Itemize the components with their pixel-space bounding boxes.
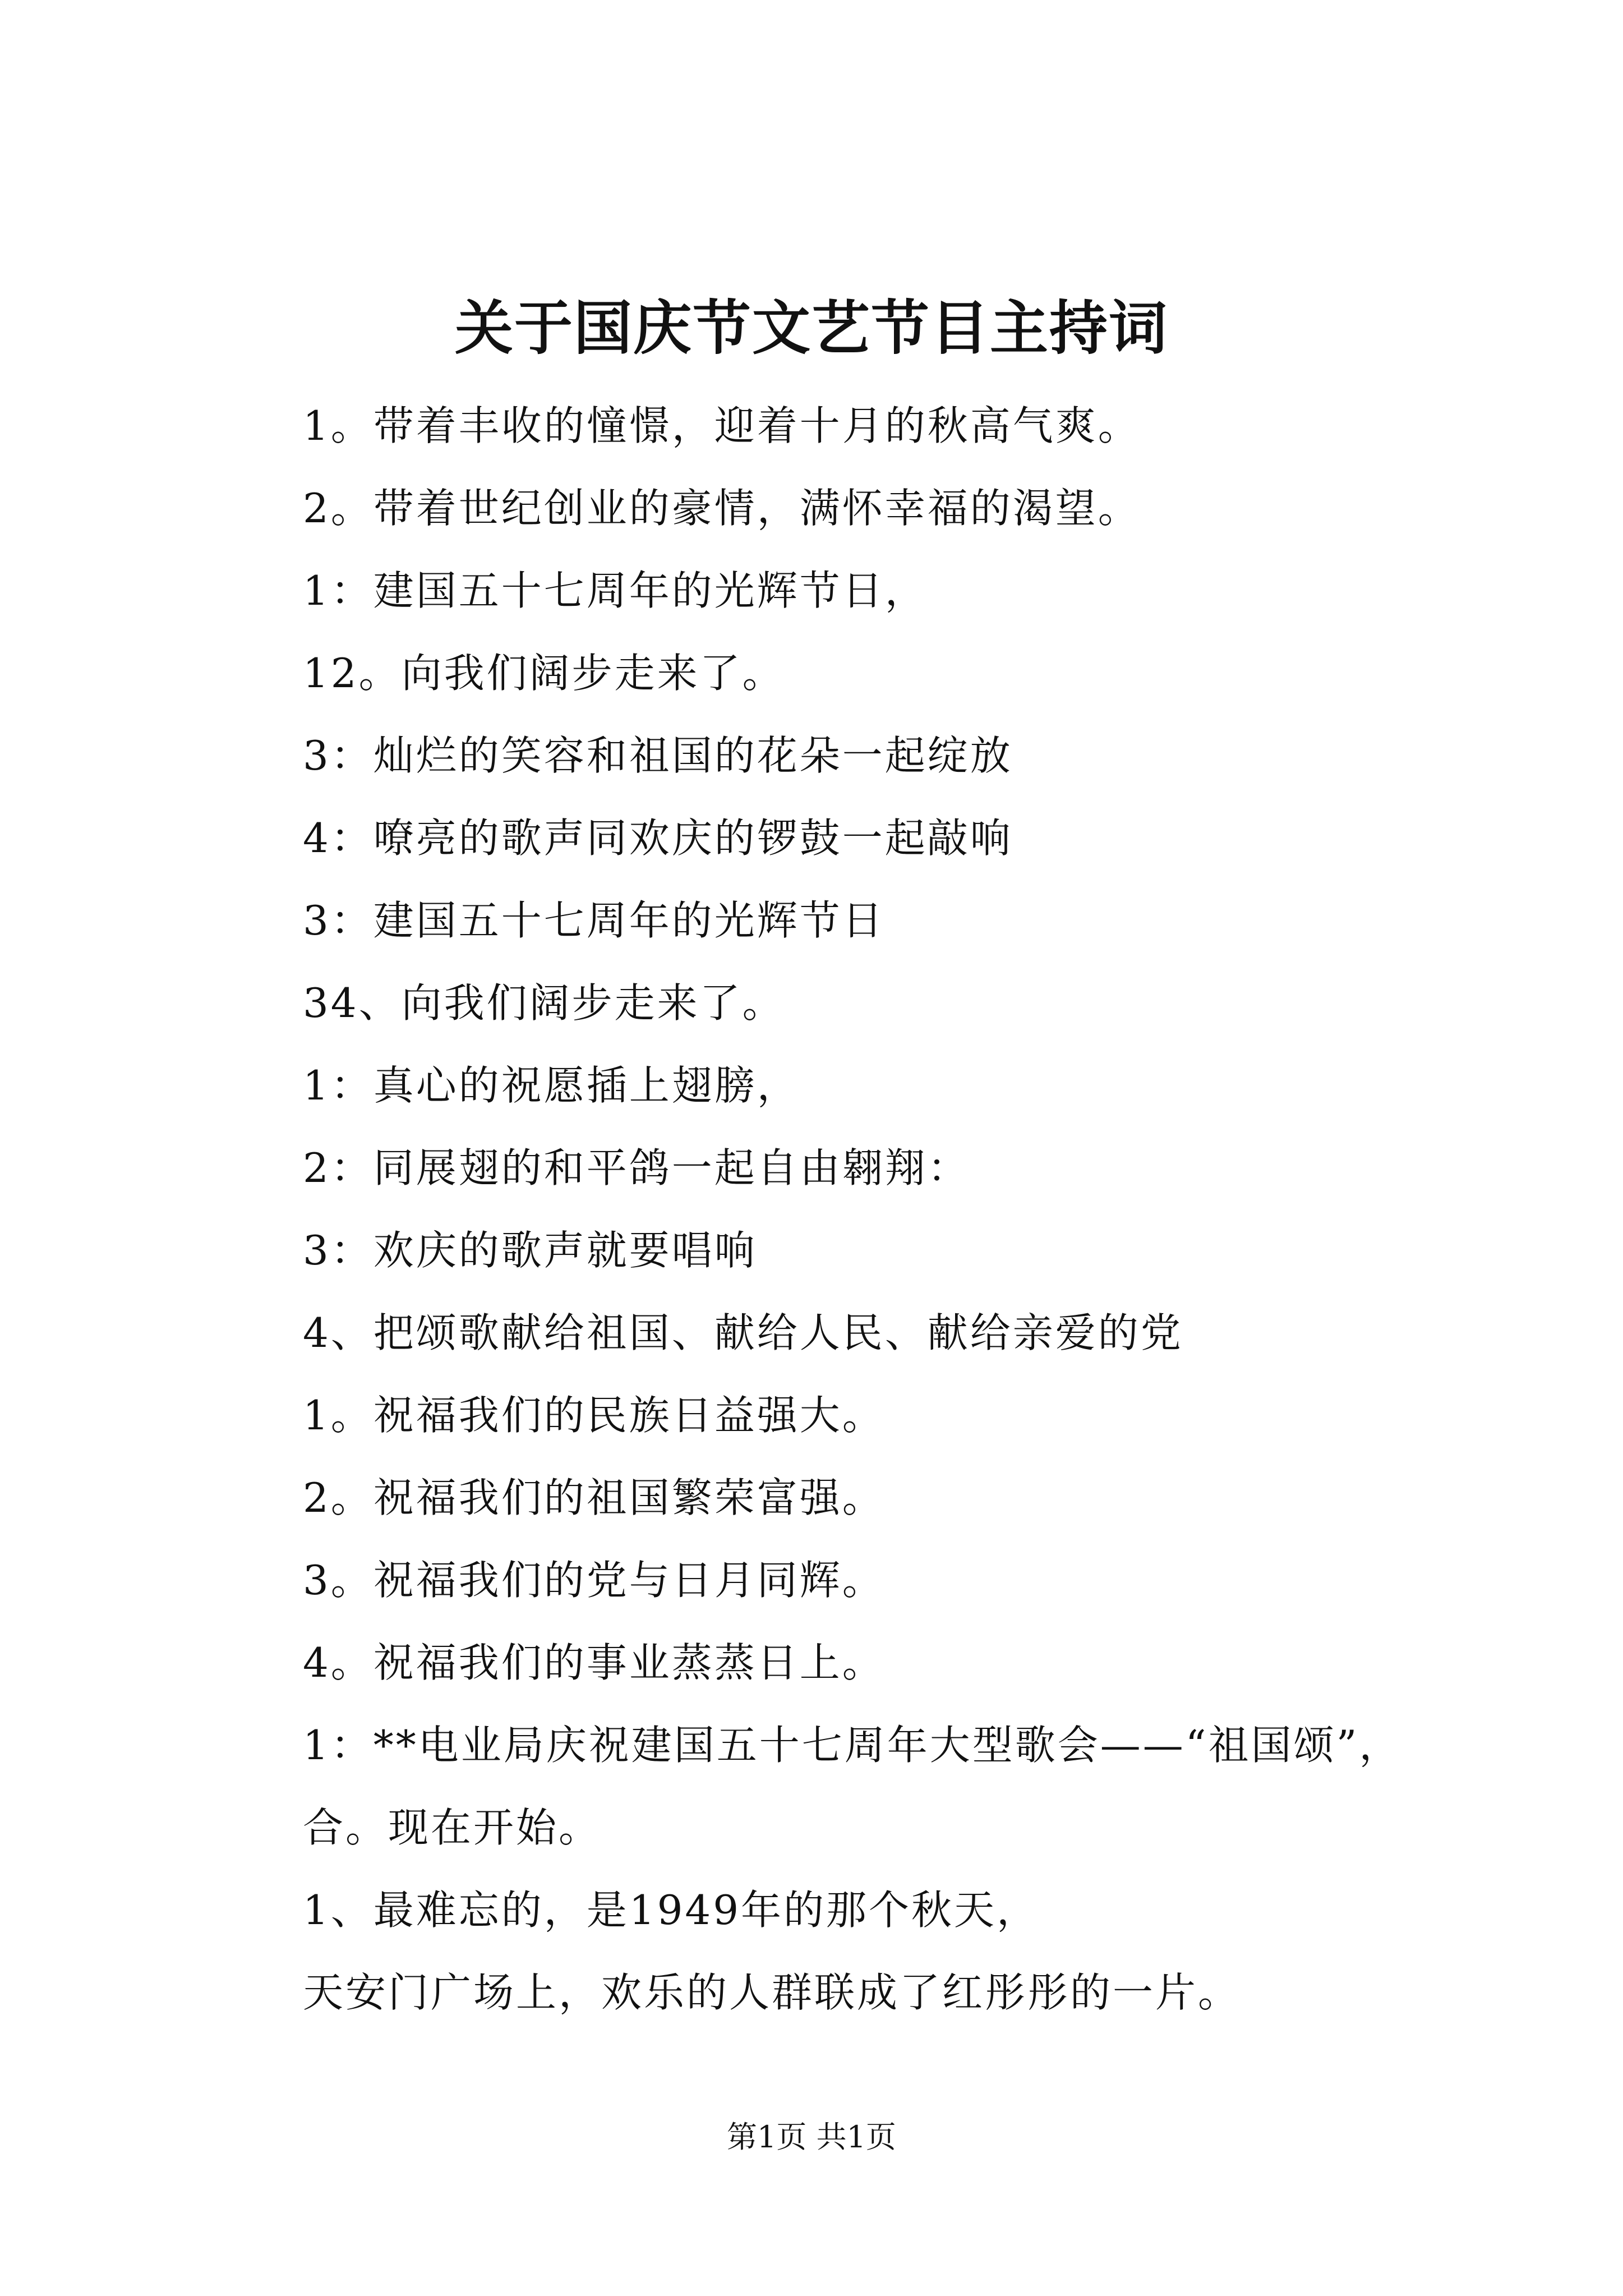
body-line: 2。祝福我们的祖国繁荣富强。 — [303, 1474, 885, 1521]
body-line: 1。带着丰收的憧憬，迎着十月的秋高气爽。 — [303, 402, 1141, 449]
body-line: 3：建国五十七周年的光辉节日 — [303, 897, 885, 944]
body-line: 4。祝福我们的事业蒸蒸日上。 — [303, 1639, 885, 1686]
body-line: 1、最难忘的，是1949年的那个秋天， — [303, 1887, 1040, 1934]
body-line: 合。现在开始。 — [303, 1804, 602, 1851]
page-footer: 第1页 共1页 — [727, 2119, 896, 2155]
body-line: 3：灿烂的笑容和祖国的花朵一起绽放 — [303, 732, 1013, 779]
body-line: 1：建国五十七周年的光辉节日， — [303, 567, 928, 614]
body-line: 1：**电业局庆祝建国五十七周年大型歌会——“祖国颂”， — [303, 1722, 1402, 1769]
body-line: 34、向我们阔步走来了。 — [303, 979, 785, 1027]
document-body — [303, 385, 1492, 2034]
body-line: 2。带着世纪创业的豪情，满怀幸福的渴望。 — [303, 485, 1141, 532]
body-line: 3：欢庆的歌声就要唱响 — [303, 1227, 757, 1274]
body-line: 4：嘹亮的歌声同欢庆的锣鼓一起敲响 — [303, 815, 1013, 862]
body-line: 3。祝福我们的党与日月同辉。 — [303, 1557, 885, 1604]
document-title: 关于国庆节文艺节目主持词 — [454, 293, 1168, 362]
body-line: 1。祝福我们的民族日益强大。 — [303, 1392, 885, 1439]
body-line: 1：真心的祝愿插上翅膀， — [303, 1062, 800, 1109]
body-line: 4、把颂歌献给祖国、献给人民、献给亲爱的党 — [303, 1309, 1183, 1356]
body-line: 2：同展翅的和平鸽一起自由翱翔： — [303, 1144, 970, 1191]
body-line: 12。向我们阔步走来了。 — [303, 650, 785, 697]
body-line: 天安门广场上，欢乐的人群联成了红彤彤的一片。 — [303, 1969, 1241, 2016]
